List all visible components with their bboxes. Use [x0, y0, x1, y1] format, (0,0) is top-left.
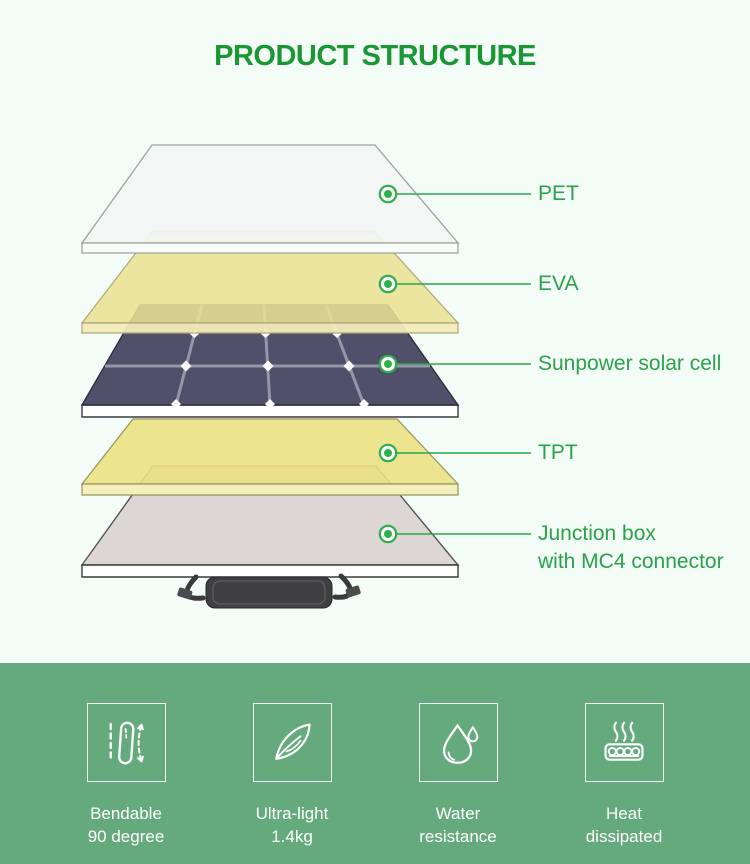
feature-ultra-light — [212, 703, 372, 864]
pet-layer-graphic — [82, 145, 458, 253]
pet-label: PET — [538, 182, 579, 205]
tpt-label: TPT — [538, 441, 578, 464]
feather-icon-box — [253, 703, 332, 782]
junction-box-label-line2: with MC4 connector — [538, 550, 724, 573]
feature-heat-line2: dissipated — [585, 827, 663, 846]
features-band — [0, 663, 750, 864]
bendable-icon — [99, 716, 153, 770]
heat-icon-box — [585, 703, 664, 782]
bendable-icon-box — [87, 703, 166, 782]
feature-ultra-light-line2: 1.4kg — [271, 827, 313, 846]
feature-bendable-line2: 90 degree — [87, 827, 165, 846]
water-drop-icon-box — [419, 703, 498, 782]
tpt-layer-graphic — [82, 419, 458, 495]
water-drop-icon — [431, 716, 485, 770]
feature-bendable-label — [88, 802, 165, 848]
feature-heat-dissipated — [544, 703, 704, 864]
feature-water-line1: Water — [435, 804, 481, 823]
feature-water-line2: resistance — [419, 827, 497, 846]
feature-ultra-light-label — [256, 802, 329, 848]
junction-box-label-line1: Junction box — [538, 522, 656, 545]
solar-cell-label: Sunpower solar cell — [538, 352, 722, 375]
junction-box-label — [538, 520, 724, 576]
feature-water-resistance — [378, 703, 538, 864]
feature-ultra-light-line1: Ultra-light — [255, 804, 329, 823]
feature-heat-line1: Heat — [606, 804, 642, 823]
feather-icon — [265, 716, 319, 770]
feature-water-resistance-label — [419, 802, 496, 848]
eva-label: EVA — [538, 272, 579, 295]
junction-box-graphic — [177, 576, 361, 608]
page-title: PRODUCT STRUCTURE — [214, 40, 536, 72]
feature-heat-label — [586, 802, 663, 848]
heat-icon — [597, 716, 651, 770]
feature-bendable-line1: Bendable — [90, 804, 162, 823]
feature-bendable — [46, 703, 206, 864]
